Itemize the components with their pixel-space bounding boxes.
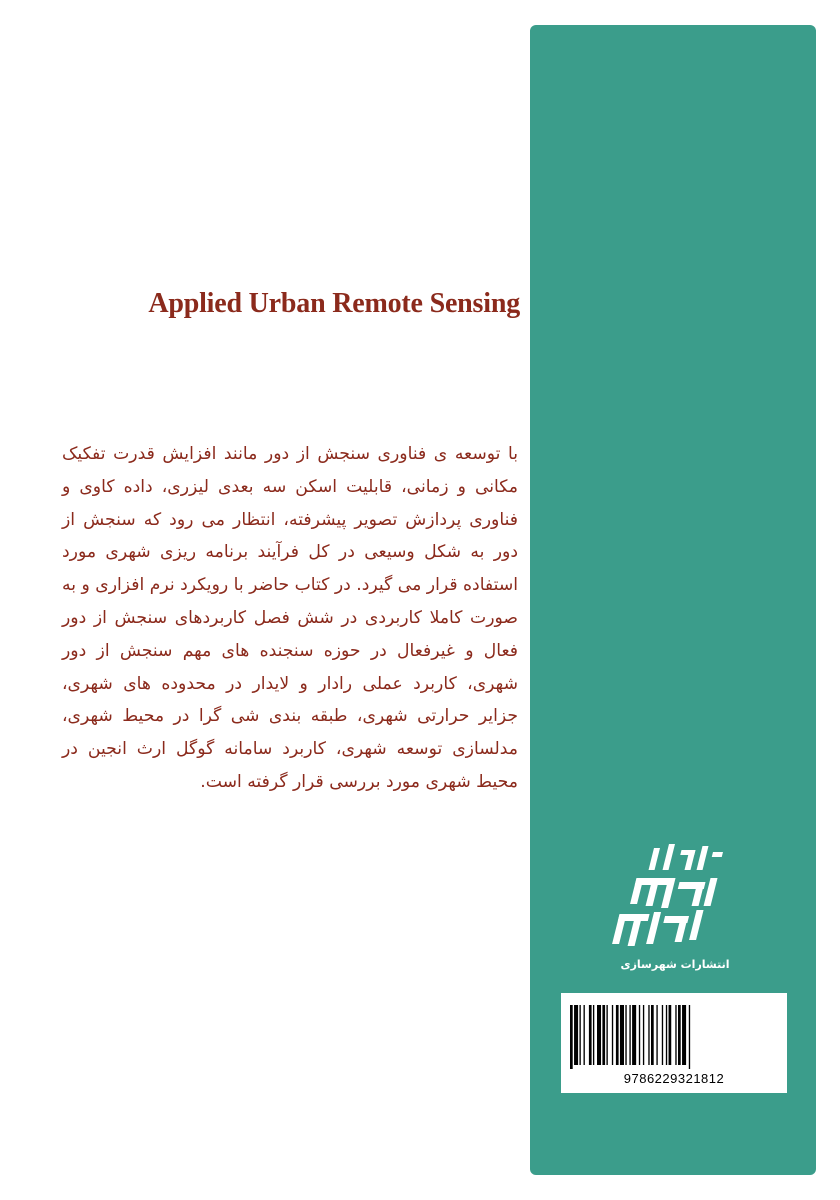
barcode-bar — [669, 1005, 672, 1065]
barcode-bar — [651, 1005, 654, 1065]
barcode-bar — [593, 1005, 594, 1065]
publisher-name: انتشارات شهرسازی — [620, 958, 730, 971]
publisher-logo-icon — [612, 840, 740, 956]
barcode-bar — [675, 1005, 676, 1065]
barcode-bar — [597, 1005, 601, 1065]
barcode-bar — [620, 1005, 624, 1065]
barcode-bar — [666, 1005, 667, 1065]
barcode-icon — [570, 1005, 778, 1069]
barcode-bar — [606, 1005, 607, 1065]
barcode-bar — [689, 1005, 690, 1069]
barcode-bar — [625, 1005, 626, 1065]
barcode-bar — [662, 1005, 663, 1065]
barcode — [561, 993, 787, 1093]
barcode-bar — [574, 1005, 578, 1065]
barcode-bar — [612, 1005, 613, 1065]
barcode-bar — [589, 1005, 592, 1065]
barcode-bar — [570, 1005, 573, 1069]
barcode-bar — [643, 1005, 644, 1065]
barcode-bar — [629, 1005, 630, 1065]
barcode-bar — [602, 1005, 605, 1065]
barcode-bar — [682, 1005, 686, 1065]
barcode-bar — [678, 1005, 681, 1065]
english-title: Applied Urban Remote Sensing — [148, 288, 520, 319]
barcode-bar — [616, 1005, 619, 1065]
barcode-bar — [639, 1005, 640, 1065]
barcode-bar — [632, 1005, 636, 1065]
isbn-number: 9786229321812 — [623, 1071, 725, 1086]
barcode-bar — [584, 1005, 585, 1065]
barcode-bar — [656, 1005, 657, 1065]
barcode-bar — [579, 1005, 580, 1065]
book-description: با توسعه ی فناوری سنجش از دور مانند افزایش قدرت تفکیک مکانی و زمانی، قابلیت اسکن سه بعدی لیزری، داده کاوی و فناوری پردازش تصویر پیشرفته، انتظار می رود که سنجش از دور به شکل وسیعی در کل فرآیند برنامه ریزی شهری مورد استفاده قرار می گیرد. در کتاب حاضر با رویکرد نرم افزاری و به صورت کاملا کاربردی در شش فصل کاربردهای سنجش از دور فعال و غیرفعال در حوزه سنجنده های مهم سنجش از دور شهری، کاربرد عملی رادار و لایدار در محدوده های شهری، جزایر حرارتی شهری، طبقه بندی شی گرا در محیط شهری، مدلسازی توسعه شهری، کاربرد سامانه گوگل ارث انجین در محیط شهری مورد بررسی قرار گرفته است. — [62, 444, 518, 792]
barcode-bar — [648, 1005, 649, 1065]
